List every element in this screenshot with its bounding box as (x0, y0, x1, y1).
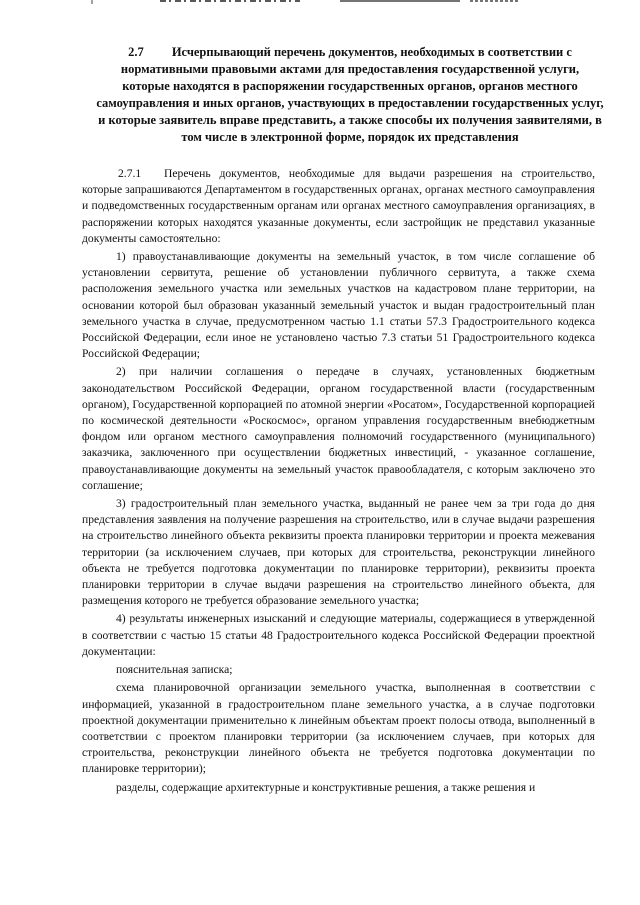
document-body (82, 166, 595, 798)
list-item-4: 4) результаты инженерных изысканий и следующие материалы, содержащиеся в утвержденной в соответствии с частью 15 статьи 48 Градостроительного кодекса Российской Федерации проектной документации: (82, 612, 595, 658)
list-item-1: 1) правоустанавливающие документы на земельный участок, в том числе соглашение об установлении сервитута, решение об установлении публичного сервитута, а также схема расположения земельного участка или земельных участков на кадастровом плане территории, на основании которой был образован указанный земельный участок и выдан градостроительный план земельного участка в случае, предусмотренном частью 1.1 статьи 57.3 Градостроительного кодекса Российской Федерации, если иное не установлено частью 7.3 статьи 51 Градостроительного кодекса Российской Федерации; (82, 250, 595, 361)
section-heading (96, 44, 604, 146)
section-number: 2.7 (128, 45, 144, 59)
list-subitem-site-plan: схема планировочной организации земельного участка, выполненная в соответствии с информацией, указанной в градостроительном плане земельного участка, а в случае подготовки проектной документации применительно к линейным объектам проект полосы отвода, выполненный в соответствии с проектом планировки территории (за исключением случаев, при которых для строительства, реконструкции линейного объекта не требуется подготовка документации по планировке территории); (82, 681, 595, 776)
subsection-paragraph (82, 166, 595, 247)
section-title: Исчерпывающий перечень документов, необходимых в соответствии с нормативными правовыми актами для предоставления государственной услуги, которые находятся в распоряжении государственных органов, органов местного самоуправления и иных органов, участвующих в предоставлении государственных услуг, и которые заявитель вправе представить, а также способы их получения заявителями, в том числе в электронной форме, порядок их представления (96, 45, 604, 144)
list-subitem-sections: разделы, содержащие архитектурные и конструктивные решения, а также решения и (116, 780, 536, 794)
list-item-3: 3) градостроительный план земельного участка, выданный не ранее чем за три года до дня представления заявления на получение разрешения на строительство, или в случае выдачи разрешения на строительство линейного объекта реквизиты проекта планировки территории и проекта межевания территории (за исключением случаев, при которых для строительства, реконструкции линейного объекта не требуется подготовка документации по планировке территории), реквизиты проекта планировки территории в случае выдачи разрешения на строительство линейного объекта, для размещения которого не требуется образование земельного участка; (82, 497, 595, 608)
list-item-2: 2) при наличии соглашения о передаче в случаях, установленных бюджетным законодательством Российской Федерации, органом государственной власти (государственным органом), Государственной корпорацией по атомной энергии «Росатом», Государственной корпорацией по космической деятельности «Роскосмос», органом управления государственным внебюджетным фондом или органом местного самоуправления полномочий государственного (муниципального) заказчика, заключенного при осуществлении бюджетных инвестиций, - указанное соглашение, правоустанавливающие документы на земельный участок правообладателя, с которым заключено это соглашение; (82, 365, 595, 492)
scan-edge-marks (0, 0, 640, 6)
list-subitem-explanatory-note: пояснительная записка; (116, 663, 233, 677)
subsection-text: Перечень документов, необходимые для выдачи разрешения на строительство, которые запрашиваются Департаментом в государственных органах, органах местного самоуправления и подведомственных государственным органам или органах местного самоуправления организациях, в распоряжении которых находятся указанные документы, если застройщик не представил указанные документы самостоятельно: (82, 167, 595, 245)
subsection-number: 2.7.1 (118, 167, 142, 180)
